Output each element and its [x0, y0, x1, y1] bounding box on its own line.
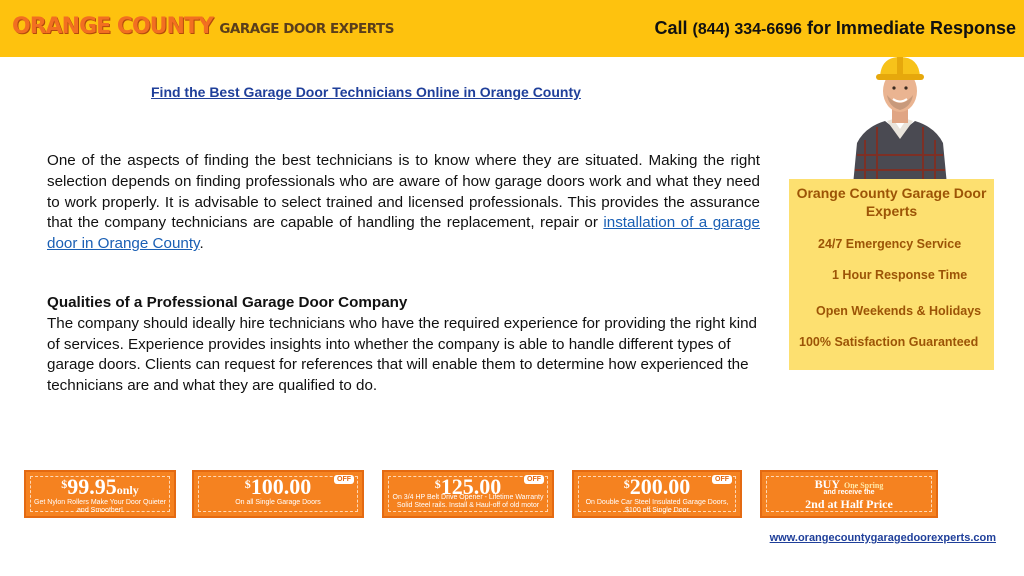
coupon-suffix: only — [116, 483, 139, 497]
coupon-nylon-rollers[interactable] — [24, 470, 176, 518]
off-badge: OFF — [712, 475, 732, 484]
footer-website-link[interactable]: www.orangecountygaragedoorexperts.com — [769, 532, 996, 544]
coupon-amount: 99.95 — [67, 474, 117, 499]
call-suffix: for Immediate Response — [801, 18, 1016, 38]
coupon-single-doors[interactable] — [192, 470, 364, 518]
buy-text: BUY — [814, 477, 840, 491]
qualities-heading: Qualities of a Professional Garage Door Company — [47, 294, 408, 311]
installation-link[interactable]: installation of a garage door in Orange County — [47, 214, 760, 253]
intro-paragraph — [47, 151, 760, 255]
spring-offer-line2: and receive the — [823, 489, 875, 496]
info-box-title: Orange County Garage Door Experts — [796, 185, 987, 219]
coupon-belt-drive-opener[interactable] — [382, 470, 554, 518]
call-prefix: Call — [654, 18, 693, 38]
intro-end: . — [199, 235, 204, 253]
coupon-amount: 200.00 — [629, 474, 691, 499]
coupon-amount: 125.00 — [440, 474, 502, 499]
coupon-description: On all Single Garage Doors — [235, 499, 321, 506]
call-line — [655, 18, 1017, 39]
qualities-text: The company should ideally hire technicians who have the required experience for providing the right kind of services. Experience provides insights into whether the company is able to handle different types of garage doors. Clients can request for references that will enable them to determine how experienced the technicians are and what they are qualified to do. — [47, 314, 758, 395]
spring-offer-line3: 2nd at Half Price — [805, 497, 893, 511]
one-spring-text: One Spring — [844, 481, 884, 490]
coupon-description: On Double Car Steel Insulated Garage Doors, $100 off Single Door — [585, 499, 729, 514]
dollar-sign: $ — [434, 477, 441, 491]
logo-main-text: ORANGE COUNTY — [12, 14, 213, 39]
page-title[interactable]: Find the Best Garage Door Technicians Online in Orange County — [151, 84, 581, 100]
intro-text: One of the aspects of finding the best technicians is to know where they are situated. Making the right selection depends on finding professionals who are aware of how garage doors work and what they need to work properly. It is advisable to select trained and licensed professionals. This provides the assurance that the company technicians are capable of handling the replacement, repair or — [47, 152, 760, 232]
coupon-price — [26, 474, 174, 500]
coupon-description: On 3/4 HP Belt Drive Opener - Lifetime Warranty Solid Steel rails. Install & Haul-off of old motor — [392, 494, 544, 509]
off-badge: OFF — [524, 475, 544, 484]
dollar-sign: $ — [61, 477, 68, 491]
coupon-amount: 100.00 — [250, 474, 312, 499]
services-info-box — [789, 179, 994, 370]
dollar-sign: $ — [244, 477, 251, 491]
off-badge: OFF — [334, 475, 354, 484]
logo[interactable] — [12, 14, 394, 39]
dollar-sign: $ — [623, 477, 630, 491]
phone-number[interactable]: (844) 334-6696 — [692, 21, 802, 38]
service-item: 1 Hour Response Time — [832, 268, 968, 282]
worker-illustration — [845, 55, 955, 185]
header-bar — [0, 0, 1024, 57]
coupon-spring-offer[interactable] — [760, 470, 938, 518]
coupon-double-car-doors[interactable] — [572, 470, 742, 518]
service-item: Open Weekends & Holidays — [816, 304, 982, 318]
logo-sub-text: GARAGE DOOR EXPERTS — [219, 21, 394, 37]
service-item: 24/7 Emergency Service — [818, 237, 962, 251]
qualities-section — [47, 293, 760, 397]
service-item: 100% Satisfaction Guaranteed — [799, 335, 979, 349]
coupon-description: Get Nylon Rollers Make Your Door Quieter and Smoother! — [34, 499, 166, 514]
